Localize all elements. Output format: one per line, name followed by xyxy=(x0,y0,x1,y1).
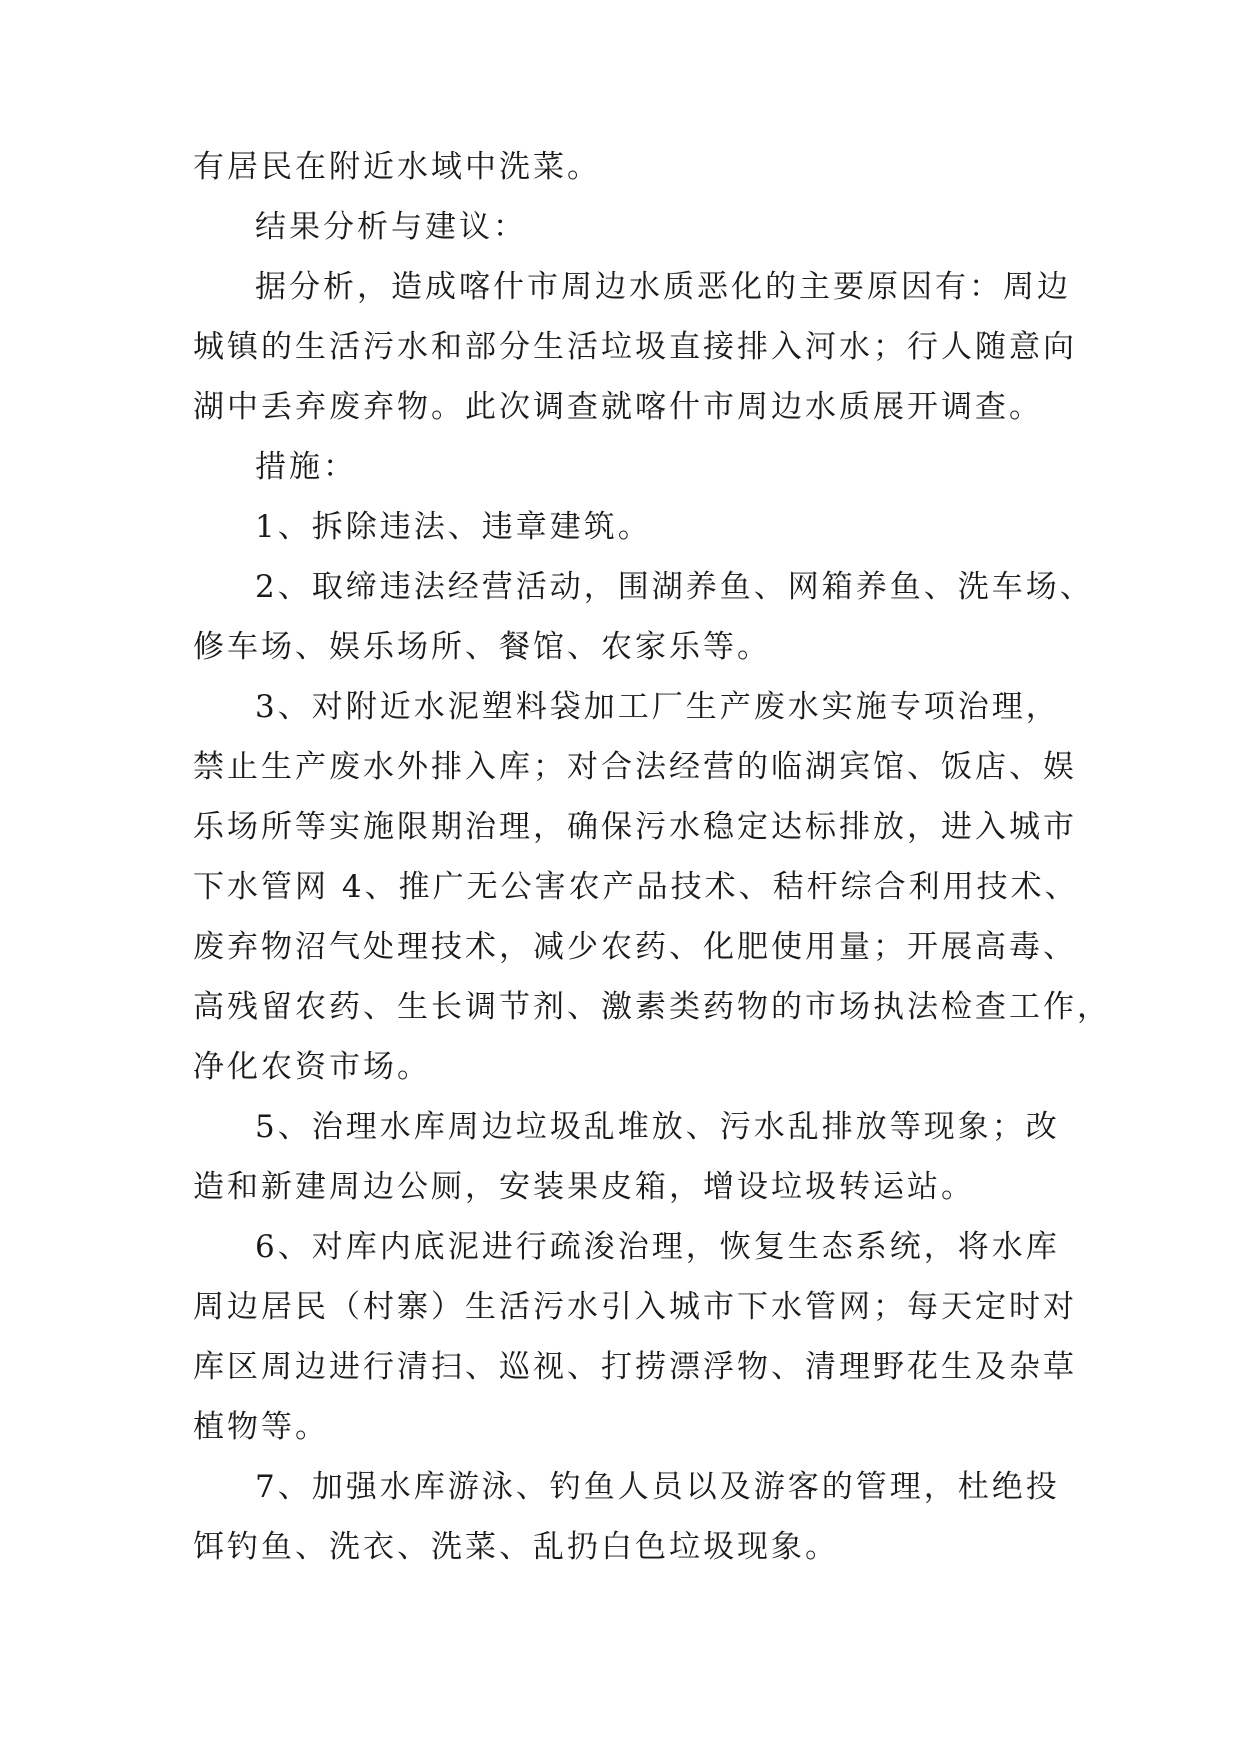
text-line: 库区周边进行清扫、巡视、打捞漂浮物、清理野花生及杂草 xyxy=(193,1349,1077,1385)
text-line: 周边居民（村寨）生活污水引入城市下水管网；每天定时对 xyxy=(193,1289,1077,1325)
text-line: 6、对库内底泥进行疏浚治理，恢复生态系统，将水库 xyxy=(255,1229,1060,1265)
text-line: 废弃物沼气处理技术，减少农药、化肥使用量；开展高毒、 xyxy=(193,929,1077,965)
text-line: 修车场、娱乐场所、餐馆、农家乐等。 xyxy=(193,629,771,665)
text-line: 有居民在附近水域中洗菜。 xyxy=(193,149,601,185)
text-line: 饵钓鱼、洗衣、洗菜、乱扔白色垃圾现象。 xyxy=(193,1529,839,1565)
text-line: 造和新建周边公厕，安装果皮箱，增设垃圾转运站。 xyxy=(193,1169,975,1205)
section-heading: 措施： xyxy=(255,449,357,485)
text-line: 5、治理水库周边垃圾乱堆放、污水乱排放等现象；改 xyxy=(255,1109,1060,1145)
text-line: 城镇的生活污水和部分生活垃圾直接排入河水；行人随意向 xyxy=(193,329,1077,365)
text-line: 净化农资市场。 xyxy=(193,1049,431,1085)
text-line: 3、对附近水泥塑料袋加工厂生产废水实施专项治理， xyxy=(255,689,1060,725)
text-line: 1、拆除违法、违章建筑。 xyxy=(255,509,652,545)
text-line: 2、取缔违法经营活动，围湖养鱼、网箱养鱼、洗车场、 xyxy=(255,569,1094,605)
text-line: 7、加强水库游泳、钓鱼人员以及游客的管理，杜绝投 xyxy=(255,1469,1060,1505)
text-line: 湖中丢弃废弃物。此次调查就喀什市周边水质展开调查。 xyxy=(193,389,1043,425)
text-line: 据分析，造成喀什市周边水质恶化的主要原因有：周边 xyxy=(255,269,1071,305)
section-heading: 结果分析与建议： xyxy=(255,209,527,245)
text-line: 植物等。 xyxy=(193,1409,329,1445)
text-line: 禁止生产废水外排入库；对合法经营的临湖宾馆、饭店、娱 xyxy=(193,749,1077,785)
text-line: 下水管网 4、推广无公害农产品技术、秸杆综合利用技术、 xyxy=(193,869,1079,905)
text-line: 高残留农药、生长调节剂、激素类药物的市场执法检查工作， xyxy=(193,989,1111,1025)
text-line: 乐场所等实施限期治理，确保污水稳定达标排放，进入城市 xyxy=(193,809,1077,845)
